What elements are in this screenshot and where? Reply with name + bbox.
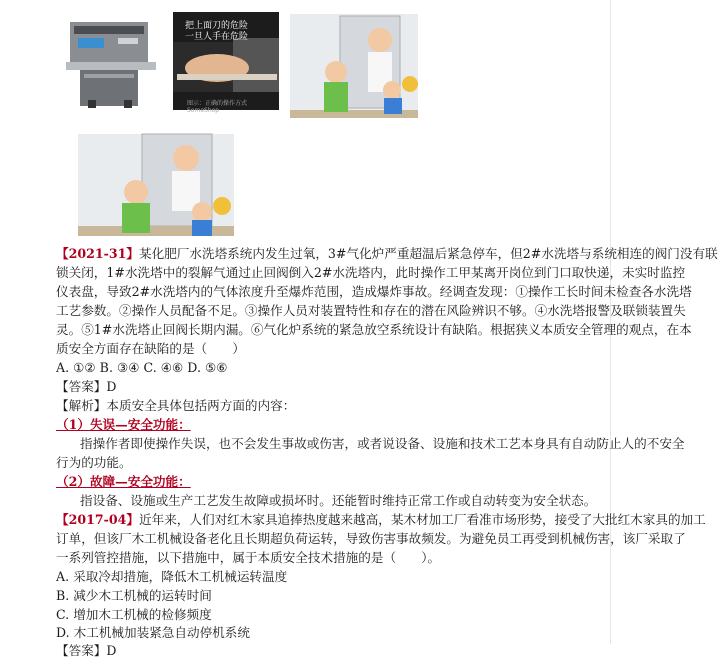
q1-sec1-title: （1）失误—安全功能： [56, 417, 191, 432]
q1-sec2-title: （2）故障—安全功能： [56, 474, 191, 489]
q1-line5: 灵。⑤1#水洗塔止回阀长期内漏。⑥气化炉系统的紧急放空系统设计有缺陷。根据狭义本质安全管理的观点，在本 [56, 322, 692, 337]
elevator-cartoon-top [290, 14, 418, 118]
q2-line1-text: 近年来，人们对红木家具追捧热度越来越高，某木材加工厂看准市场形势，接受了大批红木家具的加工 [139, 512, 706, 527]
q1-line1-text: 某化肥厂水洗塔系统内发生过氧，3#气化炉严重超温后紧急停车，但2#水洗塔与系统相连的阀门没有联 [139, 246, 718, 261]
q2-line2: 订单，但该厂木工机械设备老化且长期超负荷运转，导致伤害事故频发。为避免员工再受到机械伤害，该厂采取了 [56, 531, 686, 546]
machine-photo [58, 14, 162, 112]
hand-safety-photo [173, 12, 279, 114]
q1-line2: 锁关闭，1#水洗塔中的裂解气通过止回阀倒入2#水洗塔内，此时操作工甲某离开岗位到门口取快递，未实时监控 [56, 265, 686, 280]
q1-sec2-text: 指设备、设施或生产工艺发生故障或损坏时。还能暂时维持正常工作或自动转变为安全状态。 [80, 493, 597, 508]
q2-line3: 一系列管控措施，以下措施中，属于本质安全技术措施的是（ ）。 [56, 550, 441, 565]
elevator-cartoon-bottom [78, 134, 234, 236]
q1-line6: 质安全方面存在缺陷的是（ ） [56, 341, 245, 356]
hand-caption-line1: 把上面刀的危险 [185, 21, 249, 31]
q1-line3: 仪表盘，导致2#水洗塔内的气体浓度升至爆炸范围，造成爆炸事故。经调查发现：①操作工长时间未检查各水洗塔 [56, 284, 692, 299]
q2-tag: 【2017-04】 [56, 512, 139, 527]
q1-sec1-text2: 行为的功能。 [56, 455, 132, 470]
q2-option-b: B. 减少木工机械的运转时间 [56, 588, 212, 603]
q2-option-a: A. 采取冷却措施，降低木工机械运转温度 [56, 569, 288, 584]
hand-footer: 图示：正确的操作方式 SomeShop [187, 100, 248, 114]
q1-line4: 工艺参数。②操作人员配备不足。③操作人员对装置特性和存在的潜在风险辨识不够。④水洗塔报警及联锁装置失 [56, 303, 686, 318]
q2-option-c: C. 增加木工机械的检修频度 [56, 607, 212, 622]
q1-tag: 【2021-31】 [56, 246, 139, 261]
q1-answer: 【答案】D [56, 379, 117, 394]
q2-option-d: D. 木工机械加装紧急自动停机系统 [56, 625, 250, 640]
q1-line1 [56, 244, 718, 263]
q2-line1 [56, 510, 706, 529]
q1-options: A. ①② B. ③④ C. ④⑥ D. ⑤⑥ [56, 360, 228, 375]
q1-analysis: 【解析】本质安全具体包括两方面的内容： [56, 398, 296, 413]
q1-sec1-text1: 指操作者即使操作失误，也不会发生事故或伤害，或者说设备、设施和技术工艺本身具有自动防止人的不安全 [80, 436, 685, 451]
hand-caption-line2: 一旦人手在危险 [185, 32, 249, 42]
q2-answer: 【答案】D [56, 643, 117, 658]
